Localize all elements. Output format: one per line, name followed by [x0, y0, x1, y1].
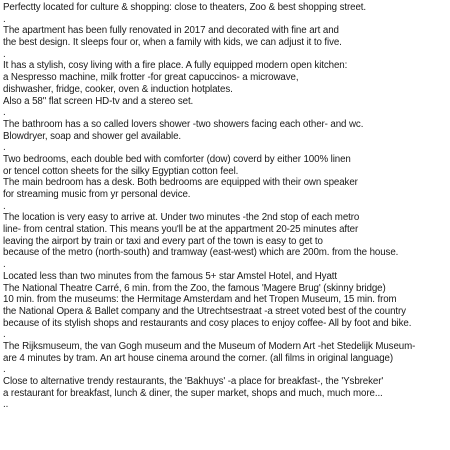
text-line: line- from central station. This means you'll be at the appartment 20-25 minutes after [3, 224, 359, 236]
text-line: Located less than two minutes from the famous 5+ star Amstel Hotel, and Hyatt [3, 270, 337, 282]
separator-dot: . [3, 200, 6, 212]
text-line: Also a 58" flat screen HD-tv and a stereo set. [3, 95, 194, 107]
separator-dot: . [3, 107, 6, 119]
text-line: are 4 minutes by tram. An art house cinema around the corner. (all films in original language) [3, 352, 394, 364]
text-line: The National Theatre Carré, 6 min. from the Zoo, the famous 'Magere Brug' (skinny bridge) [3, 282, 386, 294]
text-line: a restaurant for breakfast, lunch & diner, the super market, shops and much, much more... [3, 387, 383, 399]
separator-dot: . [3, 329, 6, 341]
text-line: the National Opera & Ballet company and the Utrechtsestraat -a street voted best of the country [3, 305, 406, 317]
text-line: leaving the airport by train or taxi and every part of the town is easy to get to [3, 235, 323, 247]
separator-dot: .. [3, 399, 9, 411]
text-line: The apartment has been fully renovated in 2017 and decorated with fine art and [3, 25, 339, 37]
text-line: a Nespresso machine, milk frotter -for great capuccinos- a microwave, [3, 72, 299, 84]
text-line: The Rijksmuseum, the van Gogh museum and the Museum of Modern Art -het Stedelijk Museum- [3, 340, 416, 352]
text-line: Two bedrooms, each double bed with comforter (dow) coverd by either 100% linen [3, 153, 351, 165]
separator-dot: . [3, 364, 6, 376]
text-line: 10 min. from the museums: the Hermitage Amsterdam and het Tropen Museum, 15 min. from [3, 294, 397, 306]
separator-dot: . [3, 259, 6, 271]
text-line: The bathroom has a so called lovers shower -two showers facing each other- and wc. [3, 118, 364, 130]
separator-dot: . [3, 13, 6, 25]
text-line: dishwasher, fridge, cooker, oven & induction hotplates. [3, 83, 233, 95]
text-line: Perfectty located for culture & shopping: close to theaters, Zoo & best shopping street. [3, 2, 366, 13]
text-line: or tencel cotton sheets for the silky Egyptian cotton feel. [3, 165, 239, 177]
text-line: It has a stylish, cosy living with a fire place. A fully equipped modern open kitchen: [3, 60, 348, 72]
text-line: The main bedroom has a desk. Both bedrooms are equipped with their own speaker [3, 177, 358, 189]
text-line: Close to alternative trendy restaurants, the 'Bakhuys' -a place for breakfast-, the 'Ysbreker' [3, 376, 384, 387]
text-line: the best design. It sleeps four or, when a family with kids, we can adjust it to five. [3, 37, 342, 49]
separator-dot: . [3, 48, 6, 60]
text-line: Blowdryer, soap and shower gel available. [3, 130, 182, 142]
text-line: The location is very easy to arrive at. Under two minutes -the 2nd stop of each metro [3, 212, 360, 224]
text-line: for streaming music from yr personal device. [3, 189, 191, 200]
text-line: because of the metro (north-south) and tramway (east-west) which are 200m. from the house. [3, 247, 399, 259]
listing-description [3, 2, 448, 411]
text-line: because of its stylish shops and restaurants and cosy places to enjoy coffee- All by foot and bike. [3, 317, 412, 329]
separator-dot: . [3, 142, 6, 154]
